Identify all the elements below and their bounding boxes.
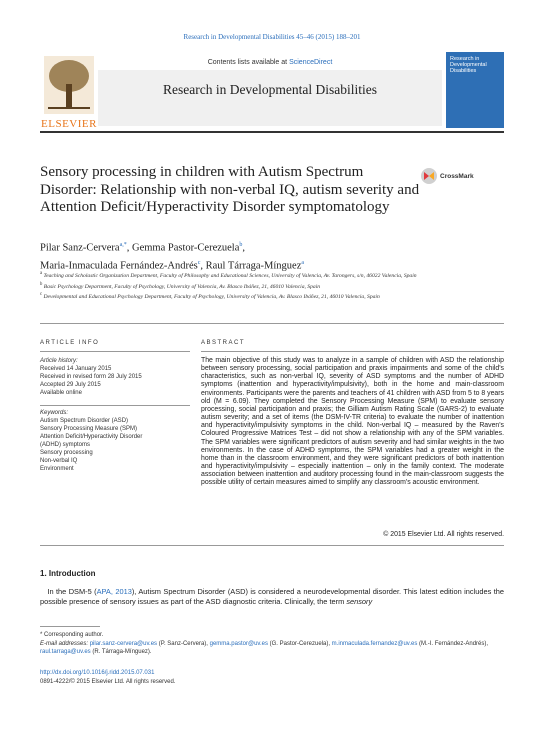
author-list xyxy=(40,238,504,273)
affiliation-item xyxy=(40,281,504,292)
crossmark-label[interactable]: CrossMark xyxy=(440,173,474,180)
header-divider xyxy=(40,131,504,133)
publisher-name: ELSEVIER xyxy=(41,118,97,130)
affiliation-item xyxy=(40,291,504,302)
intro-text: ), Autism Spectrum Disorder (ASD) is considered a neurodevelopmental disorder. This latest edition includes the possible presence of sensory issues as part of the ASD diagnostic criteria. Clinically, the term xyxy=(40,587,504,606)
author-affiliation-marker[interactable]: a,* xyxy=(119,242,127,248)
abstract-text: The main objective of this study was to analyze in a sample of children with ASD the relationship between sensory processing, social participation and praxis impairments and some of the child's characteristics, such as non-verbal IQ, severity of ASD symptoms and the number of ADHD symptoms (inattention and hyperactivity/impulsivity), both in the home and main-classroom environments. Participants were the parents and teachers of 41 children with ASD from 5 to 8 years old (M = 6.09). They completed the Sensory Processing Measure (SPM) to evaluate sensory processing, social participation and praxis; the Gilliam Autism Rating Scale (GARS-2) to evaluate autism severity; and a set of items (the DSM-IV-TR criteria) to evaluate the number of inattention and hyperactivity/impulsivity symptoms in the child. Non-verbal IQ – measured by the Raven's Coloured Progressive Matrices Test – did not show a relationship with any of the SPM variables. The SPM variables were significant predictors of autism severity and had similar weights in the two environments. In the case of ADHD symptoms, the SPM variables had a greater weight in the home than in the classroom environment, and they were significant predictors of both inattention and hyperactivity/impulsivity – especially inattention – only in the family context. The moderate association between inattention and auditory processing found in the main-classroom suggests the possible utility of certain measures aimed to simplify any classroom's acoustic environment. xyxy=(201,357,504,487)
author-name[interactable]: Maria-Inmaculada Fernández-Andrés xyxy=(40,260,198,271)
affiliations xyxy=(40,270,504,302)
email-owner: (P. Sanz-Cervera), xyxy=(157,640,210,647)
history-item: Received 14 January 2015 xyxy=(40,366,112,372)
affiliation-item xyxy=(40,270,504,281)
email-owner: (M.-I. Fernández-Andrés), xyxy=(417,640,489,647)
author-affiliation-marker[interactable]: c xyxy=(197,259,201,266)
intro-text-italic: sensory xyxy=(346,597,373,606)
keyword-item: Sensory Processing Measure (SPM) xyxy=(40,426,138,432)
keyword-item: Non-verbal IQ xyxy=(40,458,78,464)
footnote-rule xyxy=(40,626,100,627)
author-separator: , xyxy=(242,242,246,254)
author-separator: , xyxy=(126,242,133,254)
author-name[interactable]: Gemma Pastor-Cerezuela xyxy=(132,242,240,254)
keyword-item: Attention Deficit/Hyperactivity Disorder xyxy=(40,434,143,440)
keyword-item: Sensory processing xyxy=(40,450,93,456)
affiliation-marker: a xyxy=(40,271,43,276)
history-heading: Article history: xyxy=(40,358,78,364)
email-label: E-mail addresses: xyxy=(40,640,89,647)
introduction-paragraph xyxy=(40,587,504,607)
email-owner: (R. Tárraga-Mínguez). xyxy=(90,649,152,655)
keywords xyxy=(40,409,190,473)
crossmark-icon[interactable] xyxy=(420,167,438,185)
article-history xyxy=(40,357,190,397)
abstract-copyright: © 2015 Elsevier Ltd. All rights reserved. xyxy=(383,531,504,538)
author-name[interactable]: Pilar Sanz-Cervera xyxy=(40,242,120,254)
article-title: Sensory processing in children with Autism Spectrum Disorder: Relationship with non-verbal IQ, autism severity and Attention Deficit/Hyperactivity Disorder symptomatology xyxy=(40,164,420,215)
email-addresses xyxy=(40,640,504,657)
history-item: Accepted 29 July 2015 xyxy=(40,382,101,388)
abstract-heading: ABSTRACT xyxy=(201,340,246,346)
doi-link[interactable]: http://dx.doi.org/10.1016/j.ridd.2015.07.031 xyxy=(40,670,155,676)
email-link[interactable]: gemma.pastor@uv.es xyxy=(209,640,268,647)
citation-link[interactable]: APA, 2013 xyxy=(96,587,132,596)
cover-journal-title: Research in Developmental Disabilities xyxy=(450,56,487,74)
sciencedirect-link[interactable]: ScienceDirect xyxy=(289,59,333,66)
journal-title-band xyxy=(98,70,442,126)
abstract-bottom-rule xyxy=(40,545,504,546)
affiliation-marker: c xyxy=(40,292,43,298)
author-separator: , xyxy=(200,260,206,271)
elsevier-tree-logo xyxy=(40,54,98,126)
abstract-rule xyxy=(201,351,504,352)
keywords-heading: Keywords: xyxy=(40,410,69,416)
footnote xyxy=(40,631,504,657)
corresponding-author-note: * Corresponding author. xyxy=(40,632,104,638)
keywords-rule xyxy=(40,405,190,406)
affiliation-text: Developmental and Educational Psychology Department, Faculty of Psychology, University of Valencia, Av. Blasco Ibáñez, 21, 46010 Valencia, Spain xyxy=(43,293,380,300)
email-owner: (G. Pastor-Cerezuela), xyxy=(267,640,332,647)
journal-reference[interactable]: Research in Developmental Disabilities 45–46 (2015) 188–201 xyxy=(183,33,361,41)
article-info-heading: ARTICLE INFO xyxy=(40,340,100,346)
affiliation-marker: b xyxy=(40,281,43,287)
journal-title: Research in Developmental Disabilities xyxy=(162,82,378,97)
email-link[interactable]: raul.tarraga@uv.es xyxy=(40,649,91,655)
section-divider xyxy=(40,323,504,324)
email-link[interactable]: pilar.sanz-cervera@uv.es xyxy=(89,640,158,647)
affiliation-text: Teaching and Scholastic Organization Department, Faculty of Philosophy and Educational Sciences, University of Valencia, Av. Tarongers, s/n, 46022 Valencia, Spain xyxy=(43,272,417,279)
contents-prefix: Contents lists available at xyxy=(207,59,288,66)
doi-block xyxy=(40,669,504,686)
affiliation-text: Basic Psychology Department, Faculty of Psychology, University of Valencia, Av. Blasco Ibáñez, 21, 46010 Valencia, Spain xyxy=(43,283,321,290)
author-name[interactable]: Raul Tárraga-Mínguez xyxy=(205,260,302,271)
keyword-item: Autism Spectrum Disorder (ASD) xyxy=(40,418,129,424)
author-affiliation-marker[interactable]: b xyxy=(239,242,243,248)
history-item: Available online xyxy=(40,390,82,396)
introduction-heading: 1. Introduction xyxy=(40,569,96,578)
history-item: Received in revised form 28 July 2015 xyxy=(40,374,142,380)
issn-line: 0891-4222/© 2015 Elsevier Ltd. All rights reserved. xyxy=(40,678,176,685)
keyword-item: Environment xyxy=(40,466,74,472)
keyword-item: (ADHD) symptoms xyxy=(40,442,91,448)
author-affiliation-marker[interactable]: a xyxy=(301,259,305,266)
email-link[interactable]: m.inmaculada.fernandez@uv.es xyxy=(331,640,418,647)
intro-text: In the DSM-5 ( xyxy=(47,587,97,596)
contents-line xyxy=(100,59,440,66)
article-info-rule xyxy=(40,351,190,352)
